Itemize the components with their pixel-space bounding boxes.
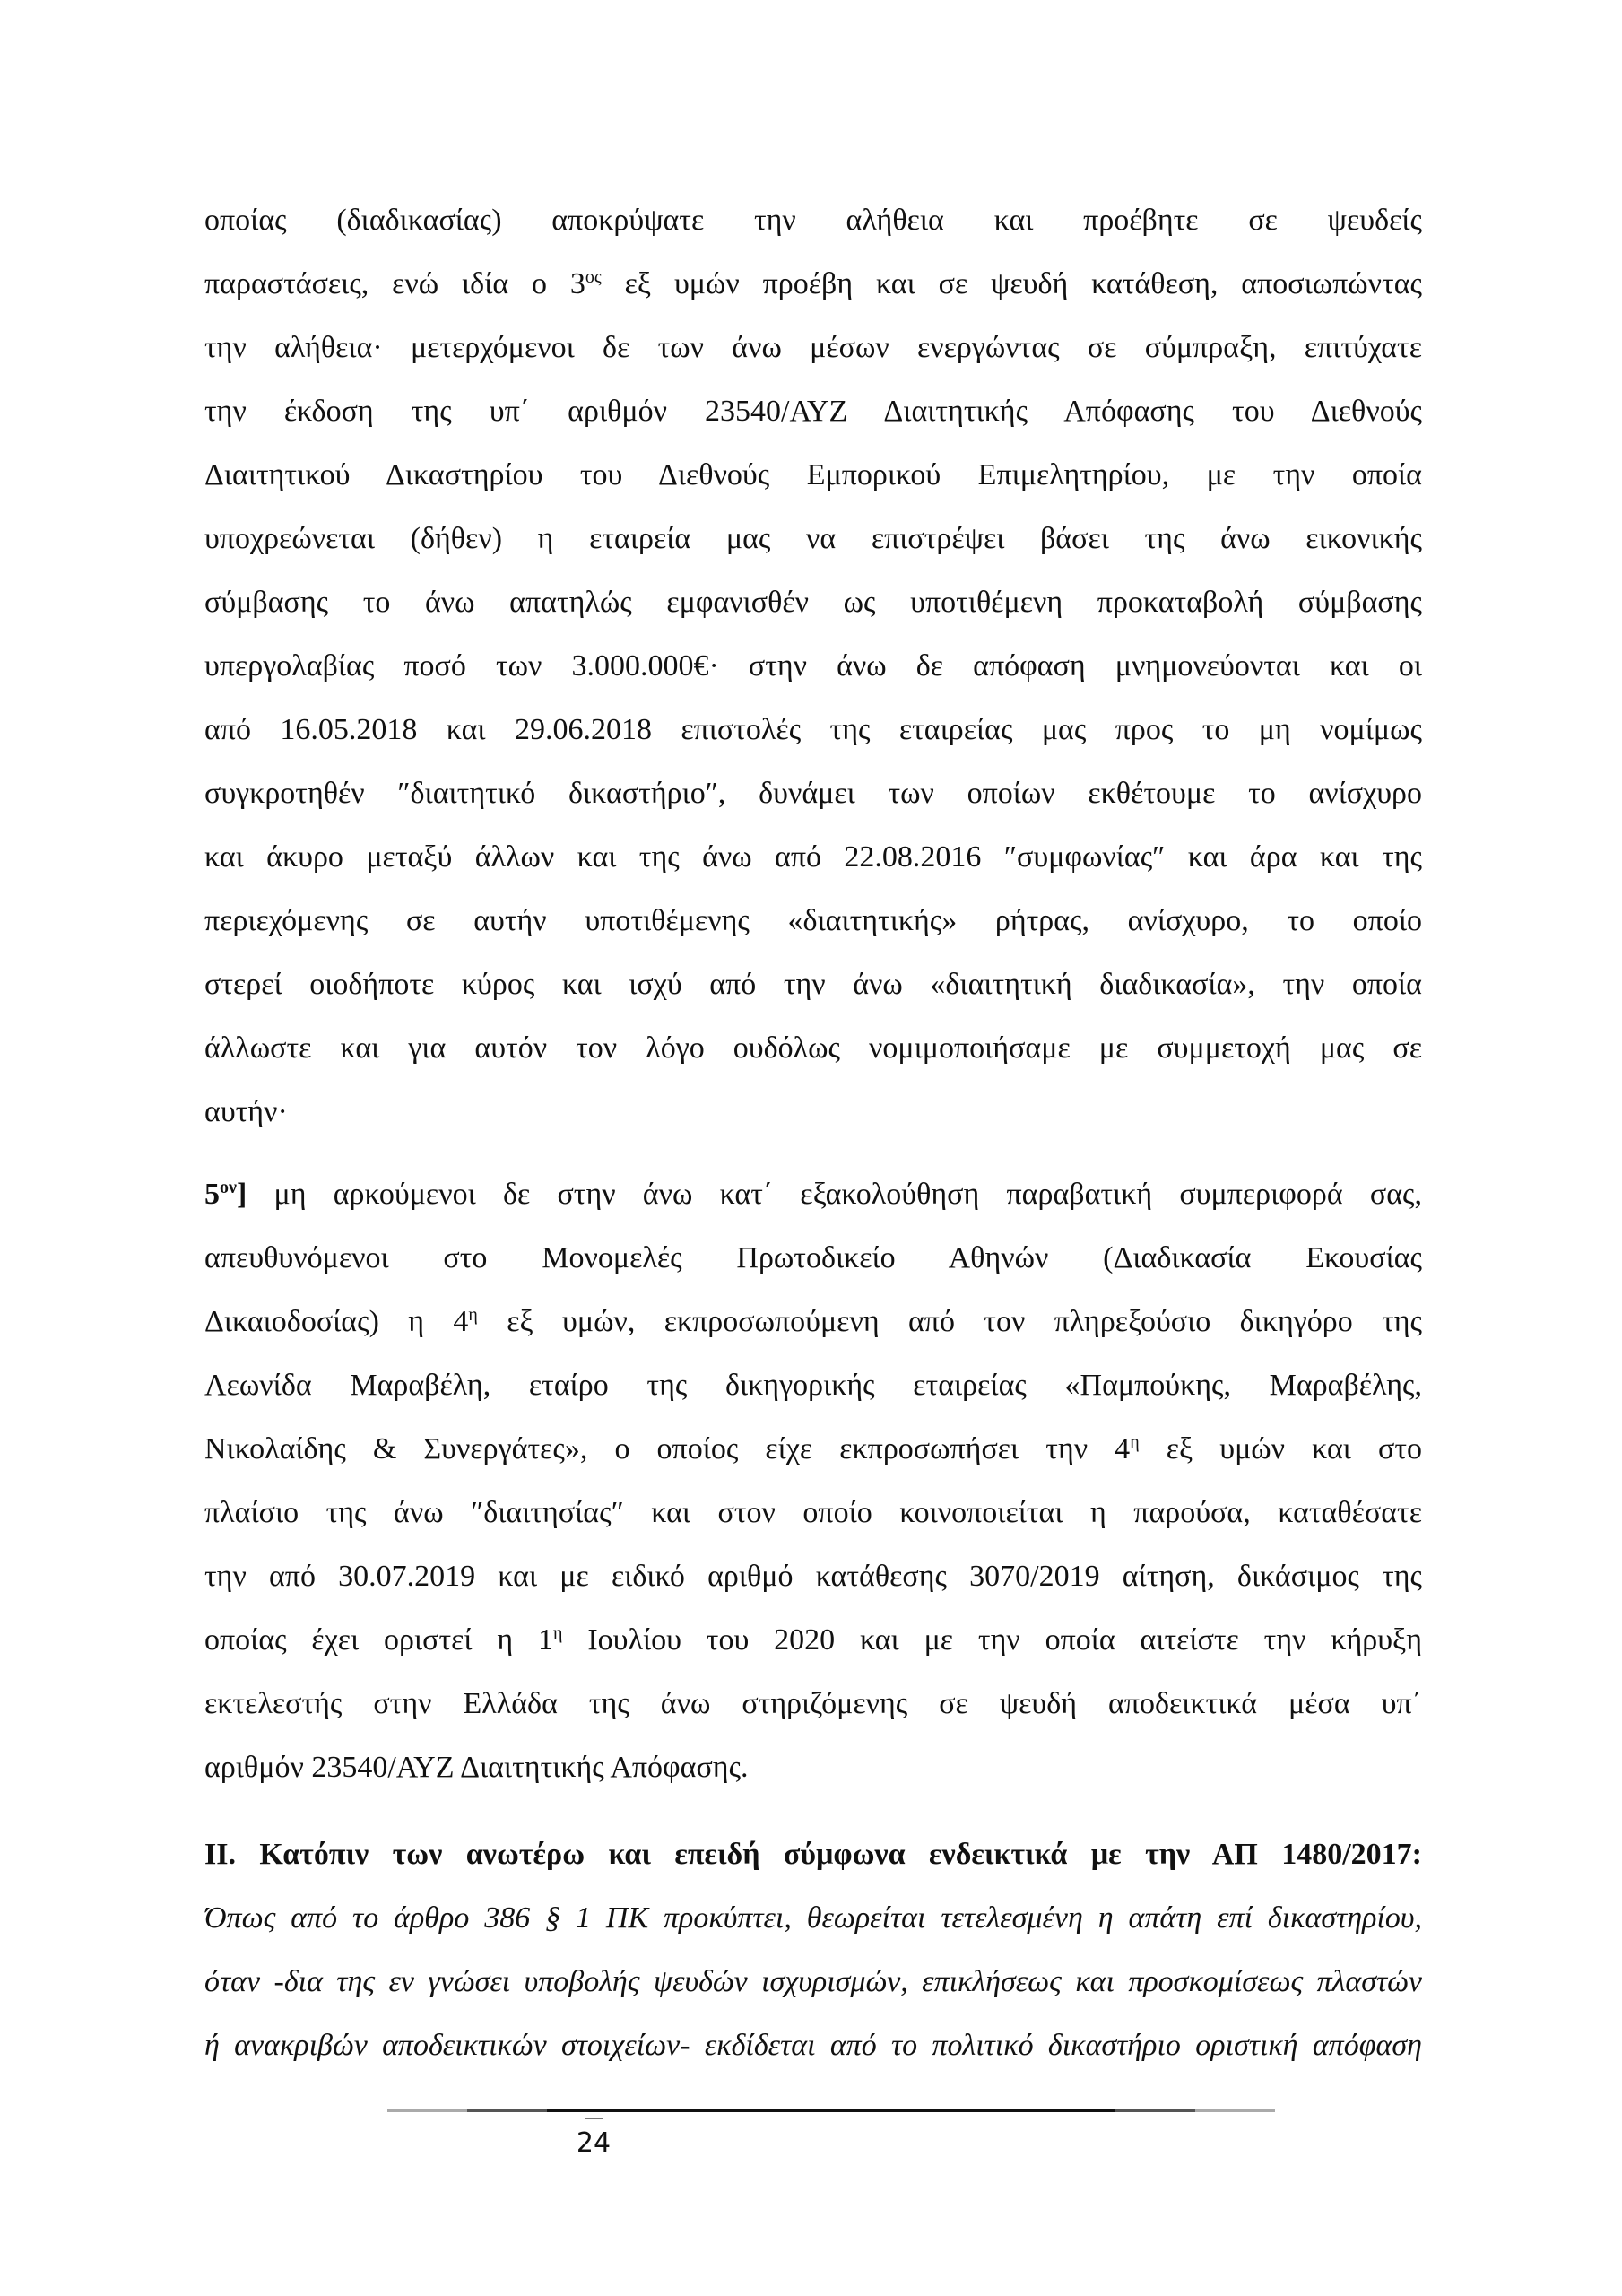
quoted-text-line: ή ανακριβών αποδεικτικών στοιχείων- εκδίδεται από το πολιτικό δικαστήριο οριστική απόφαση (204, 2029, 1422, 2062)
footer-divider-tick (585, 2118, 603, 2119)
text-line: την αλήθεια· μετερχόμενοι δε των άνω μέσων ενεργώντας σε σύμπραξη, επιτύχατε (204, 331, 1422, 364)
text-line: Λεωνίδα Μαραβέλη, εταίρο της δικηγορικής εταιρείας «Παμπούκης, Μαραβέλης, (204, 1369, 1422, 1402)
page-number: 24 (576, 2127, 612, 2159)
text-line: από 16.05.2018 και 29.06.2018 επιστολές της εταιρείας μας προς το μη νομίμως (204, 713, 1422, 746)
text-fragment: μη αρκούμενοι δε στην άνω κατ΄ εξακολούθηση παραβατική συμπεριφορά σας, (247, 1178, 1422, 1211)
quoted-text-line: όταν -δια της εν γνώσει υποβολής ψευδών ισχυρισμών, επικλήσεως και προσκομίσεως πλαστών (204, 1965, 1422, 1998)
ordinal-superscript: ος (585, 267, 602, 287)
text-fragment: Νικολαίδης & Συνεργάτες», ο οποίος είχε εκπροσωπήσει την 4 (204, 1432, 1131, 1465)
text-line: αυτήν· (204, 1095, 288, 1128)
ordinal-superscript: ον (220, 1178, 237, 1197)
text-line (204, 1162, 1422, 1226)
text-line: οποίας (διαδικασίας) αποκρύψατε την αλήθεια και προέβητε σε ψευδείς (204, 204, 1422, 237)
quoted-text-line: Όπως από το άρθρο 386 § 1 ΠΚ προκύπτει, θεωρείται τετελεσμένη η απάτη επί δικαστηρίου, (204, 1901, 1422, 1935)
text-line: περιεχόμενης σε αυτήν υποτιθέμενης «διαιτητικής» ρήτρας, ανίσχυρο, το οποίο (204, 904, 1422, 937)
footer-divider (387, 2109, 1275, 2112)
text-fragment: Δικαιοδοσίας) η 4 (204, 1305, 469, 1338)
text-line: αριθμόν 23540/ΑΥΖ Διαιτητικής Απόφασης. (204, 1751, 749, 1784)
text-line: άλλωστε και για αυτόν τον λόγο ουδόλως νομιμοποιήσαμε με συμμετοχή μας σε (204, 1031, 1422, 1065)
text-fragment: εξ υμών, εκπροσωπούμενη από τον πληρεξούσιο δικηγόρο της (477, 1305, 1422, 1338)
section-ii (204, 1822, 1422, 2077)
text-line (204, 1290, 1422, 1353)
text-fragment: εξ υμών προέβη και σε ψευδή κατάθεση, αποσιωπώντας (601, 267, 1422, 300)
text-line: Διαιτητικού Δικαστηρίου του Διεθνούς Εμπορικού Επιμελητηρίου, με την οποία (204, 458, 1422, 491)
paragraph-item-5 (204, 1162, 1422, 1799)
text-line: την από 30.07.2019 και με ειδικό αριθμό κατάθεσης 3070/2019 αίτηση, δικάσιμος της (204, 1560, 1422, 1593)
section-heading: ΙΙ. Κατόπιν των ανωτέρω και επειδή σύμφωνα ενδεικτικά με την ΑΠ 1480/2017: (204, 1838, 1422, 1871)
text-fragment: οποίας έχει οριστεί η 1 (204, 1623, 554, 1657)
text-line: στερεί οιοδήποτε κύρος και ισχύ από την άνω «διαιτητική διαδικασία», την οποία (204, 968, 1422, 1001)
text-line (204, 1608, 1422, 1672)
ordinal-superscript: η (468, 1305, 478, 1325)
text-line: υπεργολαβίας ποσό των 3.000.000€· στην άνω δε απόφαση μνημονεύονται και οι (204, 649, 1422, 683)
paragraph-fraud-description (204, 188, 1422, 1144)
text-line: εκτελεστής στην Ελλάδα της άνω στηριζόμενης σε ψευδή αποδεικτικά μέσα υπ΄ (204, 1687, 1422, 1720)
text-fragment: παραστάσεις, ενώ ιδία ο 3 (204, 267, 585, 300)
text-fragment: εξ υμών και στο (1139, 1432, 1422, 1465)
text-line: πλαίσιο της άνω ″διαιτησίας″ και στον οποίο κοινοποιείται η παρούσα, καταθέσατε (204, 1496, 1422, 1529)
text-line (204, 1417, 1422, 1481)
text-line: υποχρεώνεται (δήθεν) η εταιρεία μας να επιστρέψει βάσει της άνω εικονικής (204, 522, 1422, 555)
ordinal-superscript: η (553, 1623, 563, 1643)
text-line: απευθυνόμενοι στο Μονομελές Πρωτοδικείο Αθηνών (Διαδικασία Εκουσίας (204, 1241, 1422, 1274)
text-line: σύμβασης το άνω απατηλώς εμφανισθέν ως υποτιθέμενη προκαταβολή σύμβασης (204, 586, 1422, 619)
ordinal-superscript: η (1130, 1432, 1140, 1452)
text-line: την έκδοση της υπ΄ αριθμόν 23540/ΑΥΖ Διαιτητικής Απόφασης του Διεθνούς (204, 395, 1422, 428)
text-fragment: Ιουλίου του 2020 και με την οποία αιτείστε την κήρυξη (562, 1623, 1422, 1657)
item-number: $5^{o\nu}$] (204, 1178, 247, 1211)
text-line (204, 252, 1422, 316)
text-line: και άκυρο μεταξύ άλλων και της άνω από 22.08.2016 ″συμφωνίας″ και άρα και της (204, 840, 1422, 874)
text-line: συγκροτηθέν ″διαιτητικό δικαστήριο″, δυνάμει των οποίων εκθέτουμε το ανίσχυρο (204, 777, 1422, 810)
